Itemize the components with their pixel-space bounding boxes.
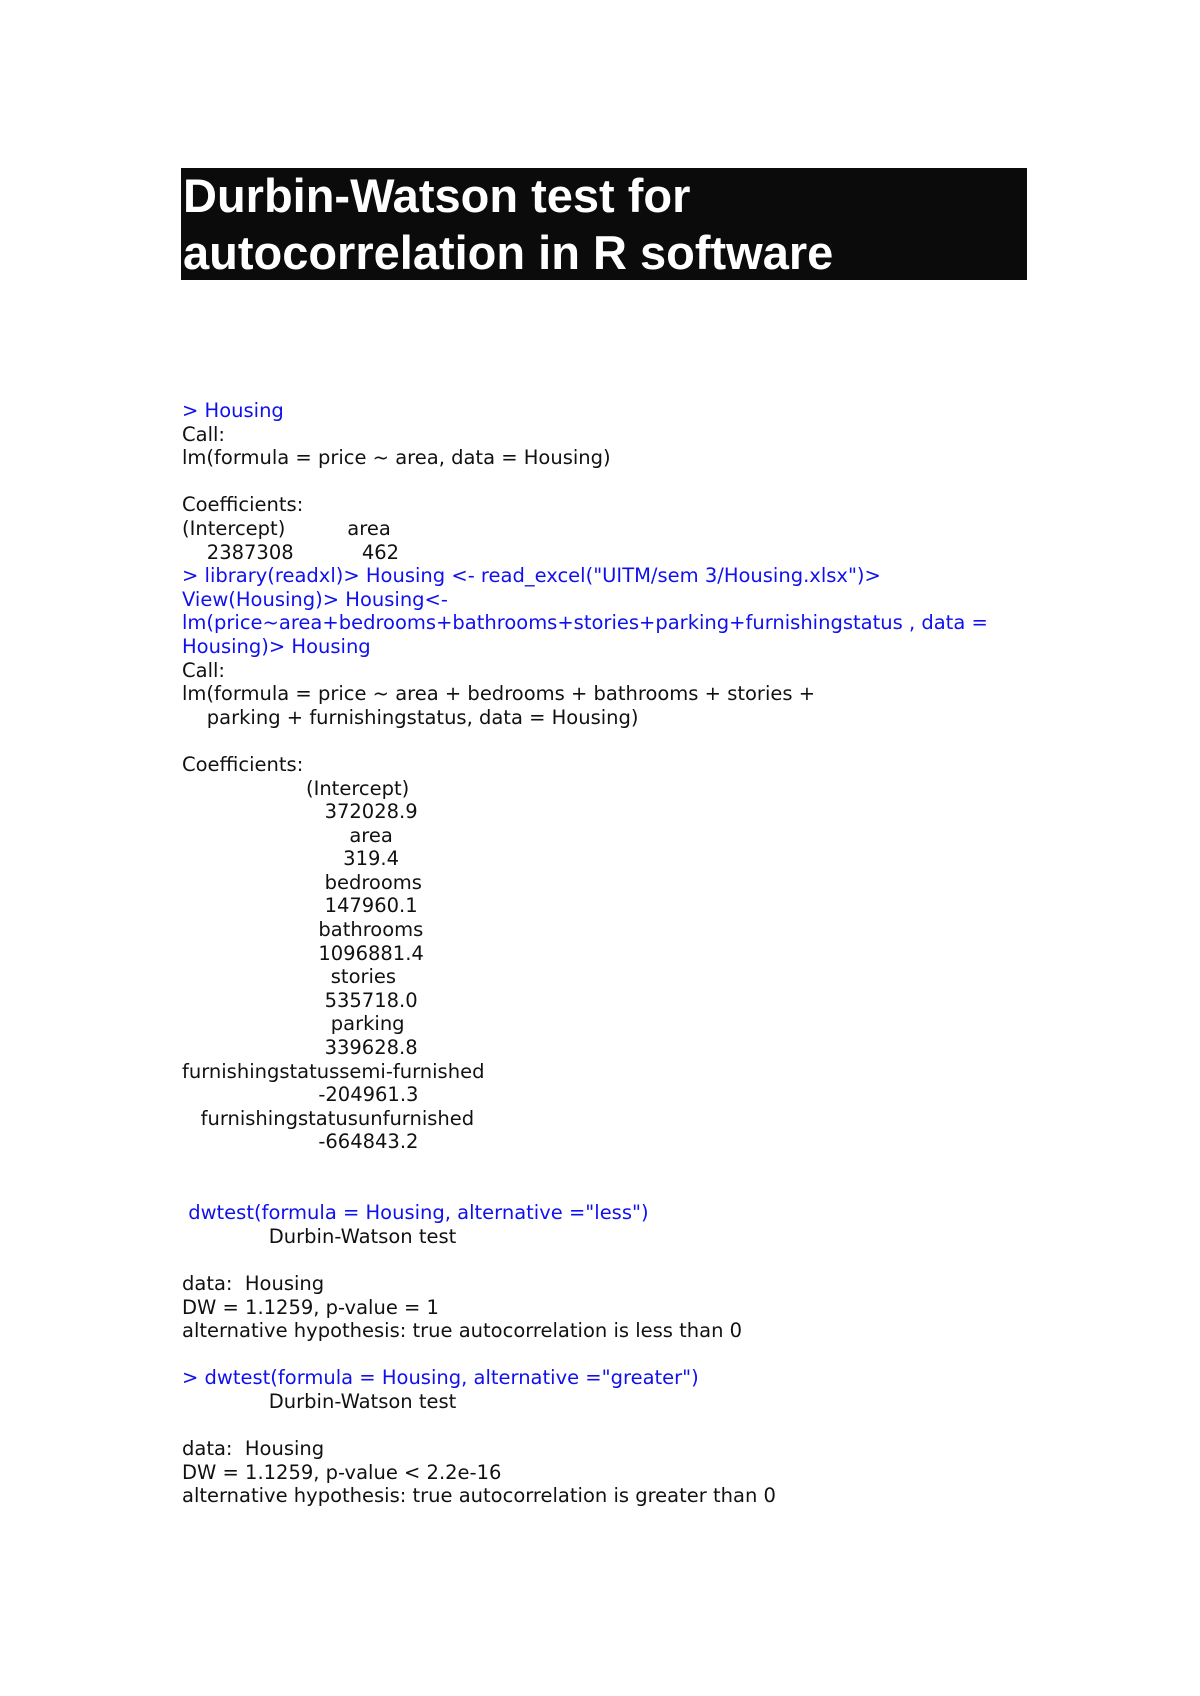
r-output-line: bedrooms <box>182 870 422 894</box>
r-output-line: 147960.1 <box>182 894 418 918</box>
r-command-line: > library(readxl)> Housing <- read_excel("UITM/sem 3/Housing.xlsx")> <box>182 564 881 588</box>
r-output-line: 2387308 462 <box>182 540 412 564</box>
r-output-line: Durbin-Watson test <box>182 1224 457 1248</box>
r-output-line: furnishingstatussemi-furnished <box>182 1059 485 1083</box>
r-command-line: Housing)> Housing <box>182 634 371 658</box>
r-output-line: parking + furnishingstatus, data = Housing) <box>182 705 639 729</box>
r-output-line <box>182 1414 1062 1438</box>
r-output-line: Coefficients: <box>182 752 304 776</box>
r-output-line: Durbin-Watson test <box>182 1389 457 1413</box>
r-output-line: (Intercept) <box>182 776 410 800</box>
title-line-1: Durbin-Watson test for <box>183 169 691 222</box>
r-command-line: > Housing <box>182 399 284 422</box>
r-output-line <box>182 1343 1062 1367</box>
r-output-line: parking <box>182 1012 405 1036</box>
r-output-line: (Intercept) area <box>182 516 404 540</box>
r-command-line: > dwtest(formula = Housing, alternative ="greater") <box>182 1366 699 1390</box>
r-console-transcript <box>182 399 1062 1508</box>
r-output-line: 339628.8 <box>182 1036 418 1060</box>
title-line-2: autocorrelation in R software <box>183 226 834 279</box>
r-command-line: dwtest(formula = Housing, alternative ="less") <box>182 1201 649 1225</box>
r-output-line: bathrooms <box>182 918 424 942</box>
r-output-line: DW = 1.1259, p-value < 2.2e-16 <box>182 1460 502 1484</box>
r-output-line: Call: <box>182 658 225 682</box>
r-output-line <box>182 729 1062 753</box>
r-output-line: -204961.3 <box>182 1083 419 1107</box>
r-output-line: stories <box>182 965 397 989</box>
r-output-line: lm(formula = price ~ area, data = Housing) <box>182 446 611 470</box>
r-output-line: data: Housing <box>182 1437 325 1461</box>
r-output-line: -664843.2 <box>182 1130 419 1154</box>
r-output-line: 535718.0 <box>182 988 418 1012</box>
r-output-line: alternative hypothesis: true autocorrelation is less than 0 <box>182 1319 743 1343</box>
r-output-line: 1096881.4 <box>182 941 424 965</box>
r-output-line: alternative hypothesis: true autocorrelation is greater than 0 <box>182 1484 776 1508</box>
r-output-line: 372028.9 <box>182 800 418 824</box>
r-output-line: Call: <box>182 422 225 446</box>
r-output-line: furnishingstatusunfurnished <box>182 1106 475 1130</box>
r-output-line: data: Housing <box>182 1271 325 1295</box>
r-output-line <box>182 1178 1062 1202</box>
r-output-line <box>182 1154 1062 1178</box>
r-output-line: area <box>182 823 393 847</box>
r-output-line <box>182 1248 1062 1272</box>
r-output-line <box>182 470 1062 494</box>
r-output-line: DW = 1.1259, p-value = 1 <box>182 1295 439 1319</box>
r-output-line: Coefficients: <box>182 493 304 517</box>
r-output-line: 319.4 <box>182 847 399 871</box>
r-command-line: View(Housing)> Housing<- <box>182 587 448 611</box>
r-command-line: lm(price~area+bedrooms+bathrooms+stories+parking+furnishingstatus , data = <box>182 611 988 635</box>
r-output-line: lm(formula = price ~ area + bedrooms + bathrooms + stories + <box>182 682 822 706</box>
